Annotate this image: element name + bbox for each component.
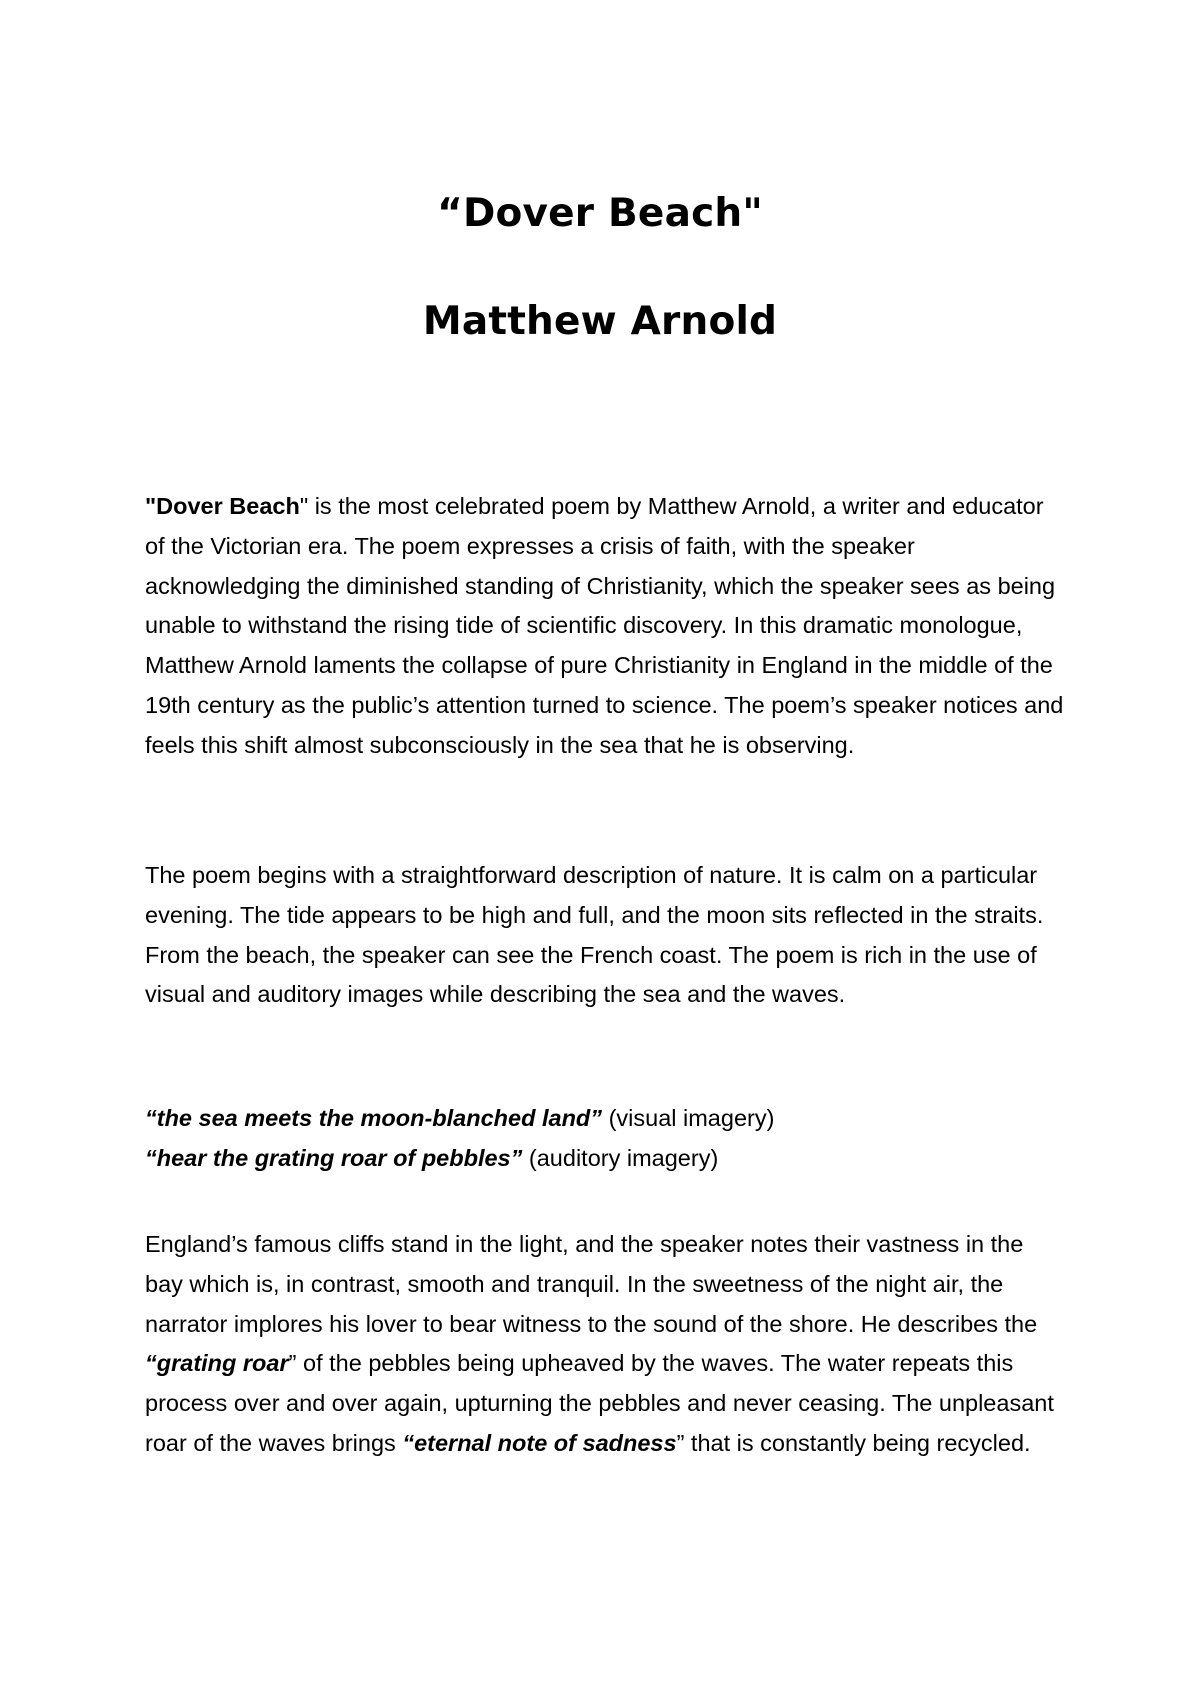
inline-quote-close: ” [288, 1350, 297, 1377]
poem-title: “Dover Beach" [437, 191, 763, 236]
quote-line [145, 1139, 1065, 1179]
intro-text: is the most celebrated poem by Matthew Arnold, a writer and educator of the Victorian era. The poem expresses a crisis of faith, with the speaker acknowledging the diminished standing of Christianity, which the speaker sees as being unable to withstand the rising tide of scientific discovery. In this dramatic monologue, Matthew Arnold laments the collapse of pure Christianity in England in the middle of the 19th century as the public’s attention turned to science. The poem’s speaker notices and feels this shift almost subconsciously in the sea that he is observing. [145, 493, 1064, 758]
quote-line [145, 1099, 1065, 1139]
inline-quote-open: “ [402, 1429, 415, 1456]
cliffs-text-2: of the pebbles being upheaved by the waves. The water repeats this process over and over again, upturning the pebbles and never ceasing. The unpleasant roar of the waves brings [145, 1350, 1054, 1456]
inline-quote: grating roar [156, 1350, 289, 1377]
intro-quote-close: " [299, 493, 309, 519]
cliffs-text-3: that is constantly being recycled. [684, 1429, 1031, 1456]
quote-text: “the sea meets the moon-blanched land” [145, 1105, 603, 1131]
nature-paragraph: The poem begins with a straightforward description of nature. It is calm on a particular evening. The tide appears to be high and full, and the moon sits reflected in the straits. From the beach, the speaker can see the French coast. The poem is rich in the use of visual and auditory images while describing the sea and the waves. [145, 862, 1044, 1008]
cliffs-text-1: England’s famous cliffs stand in the light, and the speaker notes their vastness in the bay which is, in contrast, smooth and tranquil. In the sweetness of the night air, the narrator implores his lover to bear witness to the sound of the shore. He describes the [145, 1231, 1038, 1337]
poem-author: Matthew Arnold [422, 299, 778, 344]
cliffs-paragraph [145, 1225, 1065, 1464]
intro-paragraph [145, 487, 1065, 766]
imagery-quotes [145, 1099, 1065, 1179]
intro-bold-title: "Dover Beach [145, 493, 300, 519]
inline-quote-open: “ [145, 1350, 157, 1377]
inline-quote-close: ” [676, 1429, 685, 1456]
quote-text: “hear the grating roar of pebbles” [145, 1144, 523, 1171]
quote-note: (visual imagery) [602, 1105, 775, 1131]
quote-note: (auditory imagery) [522, 1144, 719, 1171]
inline-quote: eternal note of sadness [414, 1429, 677, 1456]
